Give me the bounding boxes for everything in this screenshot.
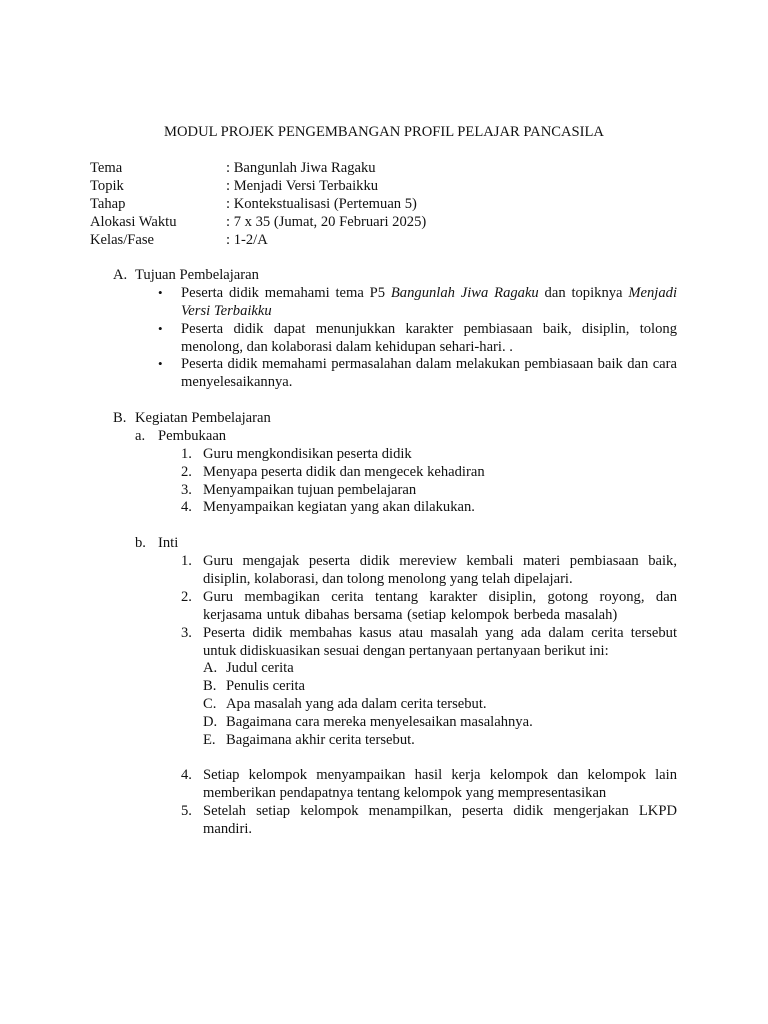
question-letter: A. <box>203 660 218 676</box>
objective-item <box>181 284 677 320</box>
item-number: 4. <box>181 767 192 783</box>
list-item: Menyapa peserta didik dan mengecek kehadiran <box>203 464 485 480</box>
meta-value: : 1-2/A <box>226 232 268 248</box>
item-number: 3. <box>181 625 192 641</box>
objective-text: dan topiknya <box>538 285 629 301</box>
meta-label: Tahap <box>90 196 126 212</box>
objective-item: Peserta didik dapat menunjukkan karakter pembiasaan baik, disiplin, tolong menolong, dan kolaborasi dalam kehidupan sehari-hari. . <box>181 321 677 355</box>
objective-item: Peserta didik memahami permasalahan dalam melakukan pembiasaan baik dan cara menyelesaikannya. <box>181 356 677 390</box>
list-item: Menyampaikan kegiatan yang akan dilakukan. <box>203 499 475 515</box>
subsection-marker: a. <box>135 428 146 444</box>
list-item: Menyampaikan tujuan pembelajaran <box>203 482 417 498</box>
subsection-heading: Pembukaan <box>158 428 227 444</box>
item-number: 5. <box>181 803 192 819</box>
meta-label: Kelas/Fase <box>90 232 155 248</box>
bullet-icon: • <box>158 321 163 336</box>
list-item: Guru mengkondisikan peserta didik <box>203 446 412 462</box>
item-number: 4. <box>181 499 192 515</box>
list-item: Peserta didik membahas kasus atau masalah yang ada dalam cerita tersebut untuk didiskuasikan sesuai dengan pertanyaan pertanyaan berikut ini: <box>203 625 677 659</box>
meta-value: : Bangunlah Jiwa Ragaku <box>226 160 376 176</box>
section-heading: Kegiatan Pembelajaran <box>135 410 271 426</box>
meta-value: : Menjadi Versi Terbaikku <box>226 178 379 194</box>
subsection-heading: Inti <box>158 535 179 551</box>
question-item: Bagaimana cara mereka menyelesaikan masalahnya. <box>226 714 533 730</box>
section-marker: B. <box>113 410 127 426</box>
meta-label: Topik <box>90 178 124 194</box>
meta-value: : Kontekstualisasi (Pertemuan 5) <box>226 196 417 212</box>
meta-label: Alokasi Waktu <box>90 214 177 230</box>
bullet-icon: • <box>158 285 163 300</box>
question-letter: C. <box>203 696 217 712</box>
topic-name: Menjadi Versi Terbaikku <box>181 285 677 319</box>
theme-name: Bangunlah Jiwa Ragaku <box>390 285 539 301</box>
question-letter: B. <box>203 678 217 694</box>
item-number: 3. <box>181 482 192 498</box>
subsection-marker: b. <box>135 535 146 551</box>
question-item: Bagaimana akhir cerita tersebut. <box>226 732 415 748</box>
item-number: 2. <box>181 464 192 480</box>
question-item: Judul cerita <box>226 660 294 676</box>
item-number: 1. <box>181 446 192 462</box>
question-letter: E. <box>203 732 216 748</box>
list-item: Guru mengajak peserta didik mereview kembali materi pembiasaan baik, disiplin, kolaborasi, dan tolong menolong yang telah dipelajari. <box>203 553 677 587</box>
list-item: Setelah setiap kelompok menampilkan, peserta didik mengerjakan LKPD mandiri. <box>203 803 677 837</box>
section-marker: A. <box>113 267 128 283</box>
bullet-icon: • <box>158 356 163 371</box>
item-number: 2. <box>181 589 192 605</box>
meta-value: : 7 x 35 (Jumat, 20 Februari 2025) <box>226 214 427 230</box>
meta-label: Tema <box>90 160 123 176</box>
item-number: 1. <box>181 553 192 569</box>
question-item: Penulis cerita <box>226 678 306 694</box>
question-item: Apa masalah yang ada dalam cerita tersebut. <box>226 696 487 712</box>
section-heading: Tujuan Pembelajaran <box>135 267 259 283</box>
list-item: Setiap kelompok menyampaikan hasil kerja kelompok dan kelompok lain memberikan pendapatnya tentang kelompok yang mempresentasikan <box>203 767 677 801</box>
objective-text: Peserta didik memahami tema P5 <box>181 285 391 301</box>
list-item: Guru membagikan cerita tentang karakter disiplin, gotong royong, dan kerjasama untuk dibahas bersama (setiap kelompok berbeda masalah) <box>203 589 677 623</box>
question-letter: D. <box>203 714 218 730</box>
document-title: MODUL PROJEK PENGEMBANGAN PROFIL PELAJAR PANCASILA <box>164 124 604 140</box>
